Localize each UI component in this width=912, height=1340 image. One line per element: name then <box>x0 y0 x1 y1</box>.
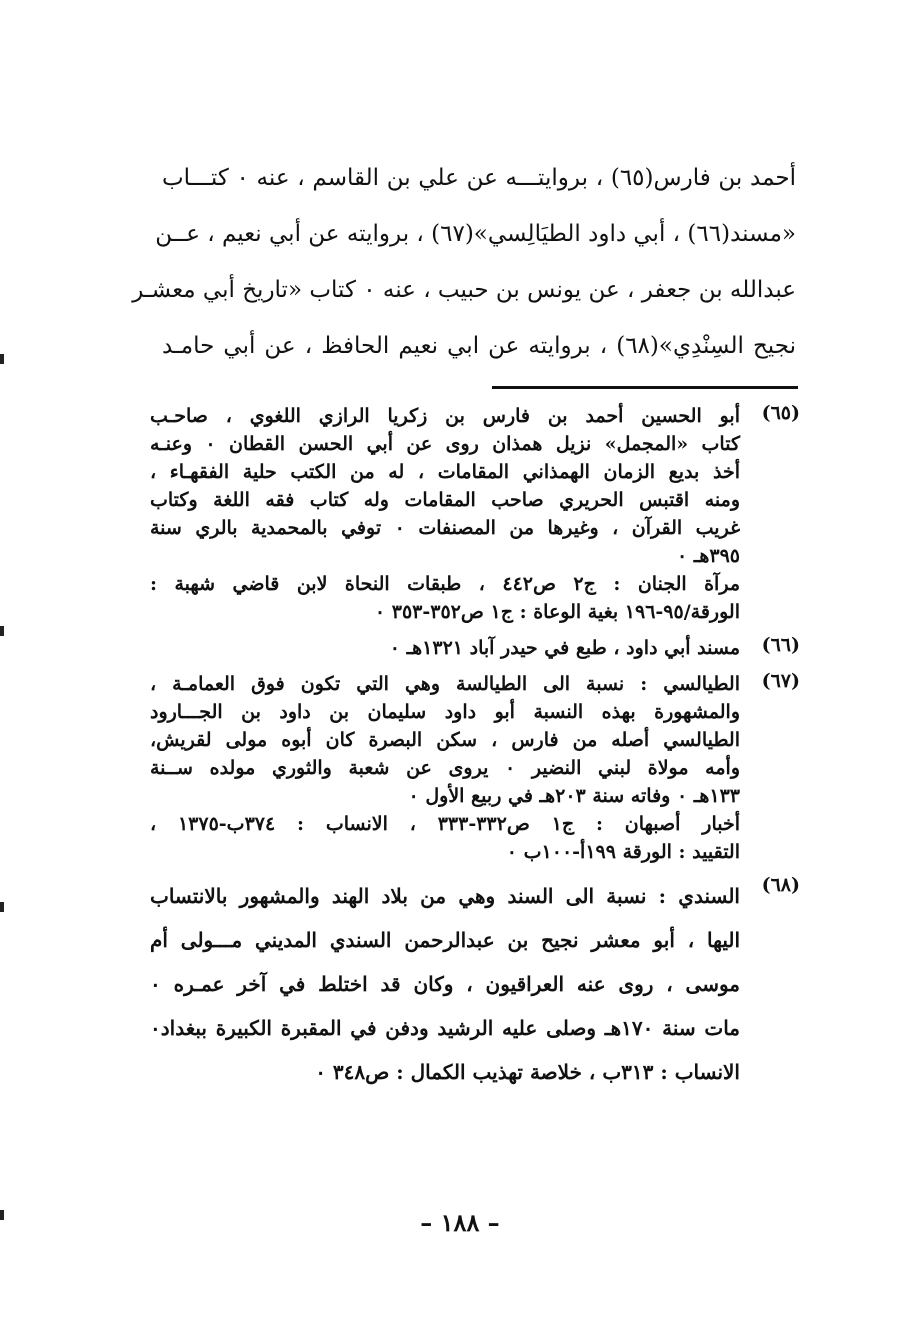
footnote-line: غريب القرآن ، وغيرها من المصنفات ٠ توفي بالمحمدية بالري سنة <box>150 517 741 539</box>
main-text-block <box>132 150 796 374</box>
footnote-line: والمشهورة بهذه النسبة أبو داود سليمان بن داود بن الجـــارود <box>150 701 740 723</box>
footnote-68 <box>150 874 800 1094</box>
footnote-line: الطيالسي : نسبة الى الطيالسة وهي التي تكون فوق العمامـة ، <box>150 673 740 695</box>
footnote-line: الانساب : ٣١٣ب ، خلاصة تهذيب الكمال : ص٣٤٨ ٠ <box>315 1060 740 1084</box>
footnote-line: كتاب «المجمل» نزيل همذان روى عن أبي الحسن القطان ٠ وعنـه <box>150 433 740 455</box>
footnote-line: ١٣٣هـ ٠ وفاته سنة ٢٠٣هـ في ربيع الأول ٠ <box>408 785 740 807</box>
footnote-number: (٦٥) <box>761 402 800 424</box>
footnote-line: التقييد : الورقة ١٩٩أ-١٠٠ب ٠ <box>506 841 740 863</box>
footnote-line: وأمه مولاة لبني النضير ٠ يروى عن شعبة والثوري مولده ســنة <box>150 757 740 779</box>
footnote-number: (٦٦) <box>761 634 800 656</box>
footnote-line: ومنه اقتبس الحريري صاحب المقامات وله كتاب فقه اللغة وكتاب <box>150 489 740 511</box>
footnote-line: أخذ بديع الزمان الهمذاني المقامات ، له من الكتب حلية الفقهـاء ، <box>150 461 740 483</box>
footnote-line: موسى ، روى عنه العراقيون ، وكان قد اختلط في آخر عمـره ٠ <box>150 972 740 996</box>
footnote-line: ٣٩٥هـ ٠ <box>676 545 740 567</box>
footnotes-section <box>150 402 800 1102</box>
footnote-67 <box>150 670 800 866</box>
scan-edge-mark <box>0 1210 4 1220</box>
scan-edge-mark <box>0 354 4 364</box>
page-number: – ١٨٨ – <box>420 1208 500 1237</box>
footnote-line: الطيالسي أصله من فارس ، سكن البصرة كان أبوه مولى لقريش، <box>150 729 740 751</box>
footnote-number: (٦٧) <box>761 670 800 692</box>
footnote-separator-rule <box>492 386 798 389</box>
footnote-line: مات سنة ١٧٠هـ وصلى عليه الرشيد ودفن في المقبرة الكبيرة ببغداد٠ <box>150 1016 740 1040</box>
main-text-line: أحمد بن فارس(٦٥) ، بروايتـــه عن علي بن القاسم ، عنه ٠ كتـــاب <box>162 165 796 191</box>
footnote-66 <box>150 634 800 662</box>
footnote-line: اليها ، أبو معشر نجيح بن عبدالرحمن السندي المديني مـــولى أم <box>150 928 740 952</box>
scan-edge-mark <box>0 902 4 912</box>
main-text-line: «مسند(٦٦) ، أبي داود الطيَالِسي»(٦٧) ، بروايته عن أبي نعيم ، عــن <box>155 221 796 247</box>
footnote-line: الورقة/٩٥-١٩٦ بغية الوعاة : ج١ ص٣٥٢-٣٥٣ ٠ <box>374 601 740 623</box>
footnote-65 <box>150 402 800 626</box>
footnote-line: مسند أبي داود ، طبع في حيدر آباد ١٣٢١هـ ٠ <box>389 637 740 659</box>
footnote-line: أخبار أصبهان : ج١ ص٣٣٢-٣٣٣ ، الانساب : ٣٧٤ب-١٣٧٥ ، <box>150 813 741 835</box>
scan-edge-mark <box>0 626 4 636</box>
footnote-line: مرآة الجنان : ج٢ ص٤٤٢ ، طبقات النحاة لابن قاضي شهبة : <box>150 573 741 595</box>
main-text-line: عبدالله بن جعفر ، عن يونس بن حبيب ، عنه ٠ كتاب «تاريخ أبي معشـر <box>132 277 796 303</box>
footnote-line: أبو الحسين أحمد بن فارس بن زكريا الرازي اللغوي ، صاحـب <box>150 405 740 427</box>
footnote-number: (٦٨) <box>761 874 800 896</box>
main-text-line: نجيح السِنْدِي»(٦٨) ، بروايته عن ابي نعيم الحافظ ، عن أبي حامـد <box>162 333 796 359</box>
footnote-line: السندي : نسبة الى السند وهي من بلاد الهند والمشهور بالانتساب <box>150 884 740 908</box>
